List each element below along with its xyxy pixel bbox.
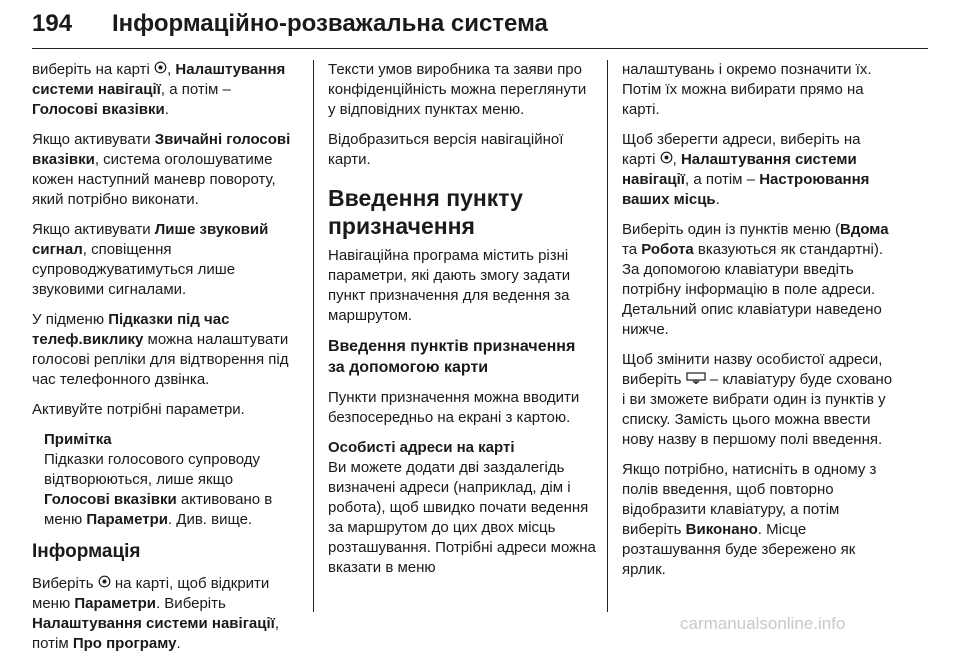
text: , потім: [32, 615, 280, 652]
menu-term: Виконано: [685, 521, 758, 538]
text: Щоб змінити назву особистої адреси, виберіть: [622, 351, 883, 388]
text: .: [176, 635, 181, 652]
text: , а потім –: [685, 171, 760, 188]
paragraph: Тексти умов виробника та заяви про конфіденційність можна переглянути у відповідних пунктах меню.: [328, 61, 587, 118]
menu-term: Звичайні голосові вказівки: [32, 131, 291, 168]
keyboard-icon: [686, 372, 706, 386]
page-number: 194: [32, 10, 73, 37]
text: можна налаштувати голосові репліки для відтворення під час телефонного дзвінка.: [32, 331, 289, 388]
page-header: [32, 2, 928, 49]
text: .: [164, 101, 169, 118]
text: .: [715, 191, 720, 208]
menu-term: Налаштування системи навігації: [32, 615, 275, 632]
text: Виберіть: [32, 575, 98, 592]
column-divider: [313, 60, 314, 612]
paragraph: налаштувань і окремо позначити їх. Потім їх можна вибирати прямо на карті.: [622, 61, 872, 118]
text: . Див. вище.: [167, 511, 253, 528]
menu-term: Вдома: [839, 221, 889, 238]
text: У підменю: [32, 311, 109, 328]
menu-term: Голосові вказівки: [32, 101, 165, 118]
menu-term: Налаштування системи навігації: [32, 61, 286, 98]
paragraph: [32, 130, 300, 210]
subsection-heading-map: Введення пунктів призначення за допомогою карти: [328, 338, 576, 376]
paragraph: [622, 130, 894, 210]
menu-term: Про програму: [72, 635, 177, 652]
paragraph: [622, 460, 894, 580]
text: на карті, щоб відкрити меню: [32, 575, 270, 612]
column-divider: [607, 60, 608, 612]
text: , а потім –: [160, 81, 231, 98]
paragraph: [32, 574, 300, 654]
text: Щоб зберегти адреси, виберіть на карті: [622, 131, 861, 168]
paragraph: [32, 310, 300, 390]
menu-term: Параметри: [74, 595, 156, 612]
text: ,: [672, 151, 681, 168]
text: вказуються як стандартні). За допомогою клавіатури введіть потрібну інформацію в поле адреси. Детальний опис клавіатури наведено нижче.: [622, 241, 884, 338]
menu-term: Підказки під час телеф.виклику: [32, 311, 230, 348]
note-text: [44, 450, 300, 530]
text: . Виберіть: [155, 595, 226, 612]
menu-term: Налаштування системи навігації: [622, 151, 857, 188]
paragraph: Відобразиться версія навігаційної карти.: [328, 131, 564, 168]
paragraph: [32, 220, 300, 300]
settings-gear-icon: [660, 151, 673, 166]
text: , система оголошуватиме кожен наступний маневр повороту, який потрібно виконати.: [32, 151, 276, 208]
text: активовано в меню: [44, 491, 273, 528]
settings-gear-icon: [154, 61, 167, 76]
menu-term: Параметри: [86, 511, 168, 528]
text: Якщо потрібно, натисніть в одному з полів введення, щоб повторно відобразити клавіатуру, а потім виберіть: [622, 461, 877, 538]
column-1: [32, 60, 300, 664]
text: . Місце розташування буде збережено як ярлик.: [622, 521, 856, 578]
settings-gear-icon: [98, 575, 111, 590]
section-heading-info: Інформація: [32, 541, 141, 562]
paragraph: Навігаційна програма містить різні параметри, які дають змогу задати пункт призначення для ведення за маршрутом.: [328, 247, 571, 324]
text: – клавіатуру буде сховано і ви зможете вибрати один із пунктів у списку. Замість цього можна ввести нову назву в першому полі введення.: [622, 371, 893, 448]
running-title: Інформаційно-розважальна система: [112, 10, 548, 37]
text: виберіть на карті: [32, 61, 155, 78]
paragraph: Активуйте потрібні параметри.: [32, 401, 245, 418]
menu-term: Настроювання ваших місць: [622, 171, 870, 208]
text: ,: [167, 61, 176, 78]
text: Підказки голосового супроводу відтворюються, лише якщо: [44, 451, 261, 488]
watermark: carmanualsonline.info: [680, 614, 846, 633]
column-2: [328, 60, 596, 588]
note-title: Примітка: [44, 431, 112, 448]
menu-term: Голосові вказівки: [44, 491, 177, 508]
text: Якщо активувати: [32, 131, 155, 148]
subsubsection-heading-personal: Особисті адреси на карті: [328, 439, 515, 456]
paragraph: [622, 220, 894, 340]
menu-term: Лише звуковий сигнал: [32, 221, 269, 258]
note-box: [44, 430, 300, 530]
paragraph: [32, 60, 300, 120]
text: , сповіщення супроводжуватимуться лише звуковими сигналами.: [32, 241, 236, 298]
text: Виберіть один із пунктів меню (: [622, 221, 840, 238]
menu-term: Робота: [641, 241, 694, 258]
text: Якщо активувати: [32, 221, 155, 238]
paragraph: Пункти призначення можна вводити безпосередньо на екрані з картою.: [328, 389, 580, 426]
section-heading-destination: Введення пункту призначення: [328, 185, 523, 239]
text: та: [622, 241, 642, 258]
paragraph: [622, 350, 894, 450]
column-3: [622, 60, 894, 590]
paragraph: Ви можете додати дві заздалегідь визначені адреси (наприклад, дім і робота), щоб швидко почати ведення за маршрутом до цих двох місць розташування. Потрібні адреси можна вказати в меню: [328, 459, 596, 576]
